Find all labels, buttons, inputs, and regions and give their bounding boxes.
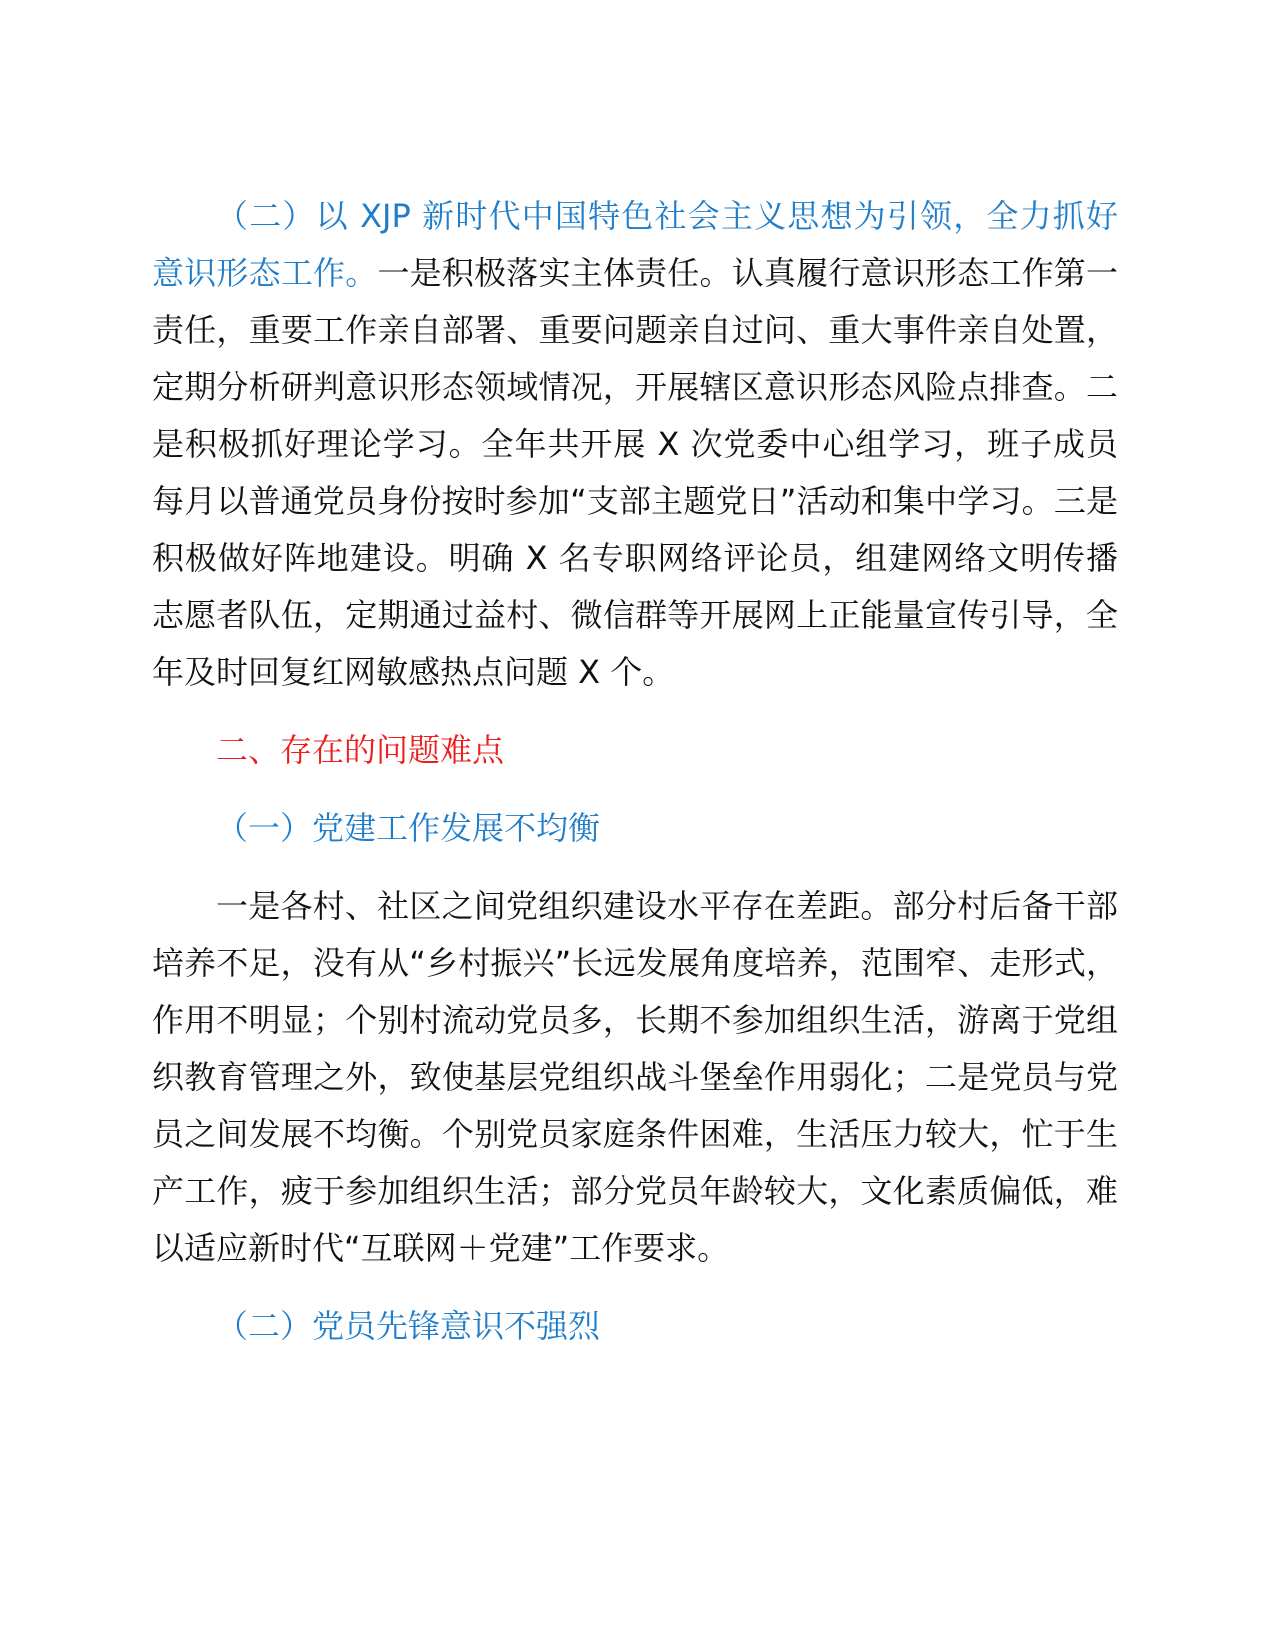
- subsection-title-imbalance: （一）党建工作发展不均衡: [216, 809, 601, 847]
- document-content: [152, 188, 1118, 1355]
- paragraph-ideology-body: 一是积极落实主体责任。认真履行意识形态工作第一责任，重要工作亲自部署、重要问题亲自过问、重大事件亲自处置，定期分析研判意识形态领域情况，开展辖区意识形态风险点排查。二是积极抓好理论学习。全年共开展 X 次党委中心组学习，班子成员每月以普通党员身份按时参加“支部主题党日”活动和集中学习。三是积极做好阵地建设。明确 X 名专职网络评论员，组建网络文明传播志愿者队伍，定期通过益村、微信群等开展网上正能量宣传引导，全年及时回复红网敏感热点问题 X 个。: [152, 254, 1118, 691]
- paragraph-ideology-work: [152, 188, 1118, 701]
- section-title-problems: 二、存在的问题难点: [216, 731, 505, 769]
- paragraph-imbalance-body: 一是各村、社区之间党组织建设水平存在差距。部分村后备干部培养不足，没有从“乡村振兴”长远发展角度培养，范围窄、走形式，作用不明显；个别村流动党员多，长期不参加组织生活，游离于党组织教育管理之外，致使基层党组织战斗堡垒作用弱化；二是党员与党员之间发展不均衡。个别党员家庭条件困难，生活压力较大，忙于生产工作，疲于参加组织生活；部分党员年龄较大，文化素质偏低，难以适应新时代“互联网＋党建”工作要求。: [152, 887, 1118, 1267]
- subsection-title-vanguard: （二）党员先锋意识不强烈: [216, 1307, 601, 1345]
- subheading-ideology: （二）以 XJP 新时代中国特色社会主义思想为引领，全力抓好意识形态工作。: [152, 197, 1118, 292]
